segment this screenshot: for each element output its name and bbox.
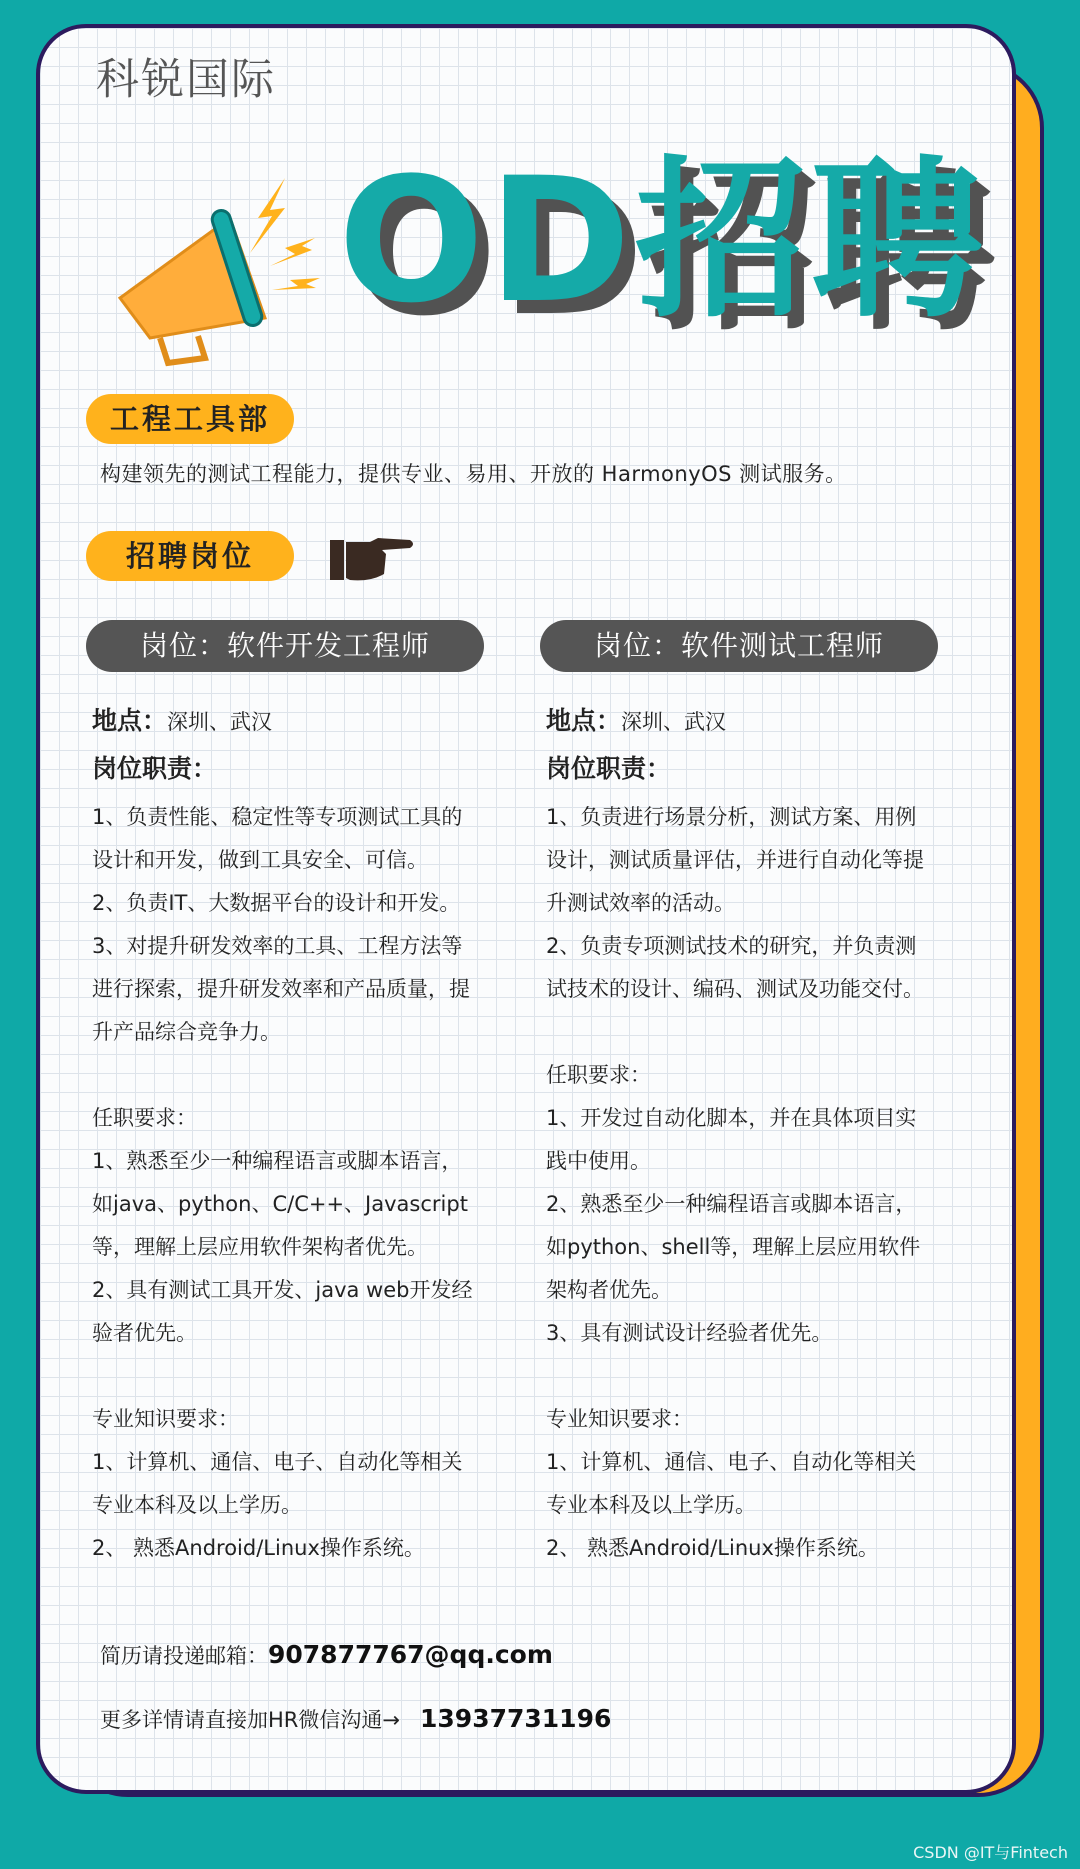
line [546, 1355, 986, 1398]
location-value: 深圳、武汉 [167, 710, 273, 734]
line: 试技术的设计、编码、测试及功能交付。 [546, 977, 924, 1001]
line: 1、计算机、通信、电子、自动化等相关 [92, 1450, 463, 1474]
wechat-row [100, 1704, 611, 1734]
description-lines [92, 796, 532, 1570]
line: 1、开发过自动化脚本，并在具体项目实 [546, 1106, 917, 1130]
email-label: 简历请投递邮箱： [100, 1644, 268, 1668]
line: 2、 熟悉Android/Linux操作系统。 [546, 1536, 879, 1560]
location-row [546, 700, 986, 742]
line: 专业知识要求： [546, 1407, 693, 1431]
column-test [546, 700, 986, 1570]
line: 架构者优先。 [546, 1278, 672, 1302]
line: 升测试效率的活动。 [546, 891, 735, 915]
line: 进行探索，提升研发效率和产品质量，提 [92, 977, 470, 1001]
line: 践中使用。 [546, 1149, 651, 1173]
line: 任职要求： [546, 1063, 651, 1087]
location-value: 深圳、武汉 [621, 710, 727, 734]
duties-title: 岗位职责： [92, 754, 218, 783]
line: 验者优先。 [92, 1321, 197, 1345]
line: 1、负责进行场景分析，测试方案、用例 [546, 805, 917, 829]
line: 3、具有测试设计经验者优先。 [546, 1321, 833, 1345]
line: 3、对提升研发效率的工具、工程方法等 [92, 934, 463, 958]
watermark: CSDN @IT与Fintech [913, 1843, 1068, 1862]
line [92, 1355, 532, 1398]
location-label: 地点： [546, 706, 622, 735]
line: 等，理解上层应用软件架构者优先。 [92, 1235, 428, 1259]
line: 专业本科及以上学历。 [546, 1493, 756, 1517]
line: 专业知识要求： [92, 1407, 239, 1431]
email-row [100, 1640, 553, 1670]
wechat-label: 更多详情请直接加HR微信沟通→ [100, 1708, 400, 1732]
line: 1、熟悉至少一种编程语言或脚本语言， [92, 1149, 463, 1173]
line: 如java、python、C/C++、Javascript [92, 1192, 468, 1216]
duties-title: 岗位职责： [546, 754, 672, 783]
line: 如python、shell等，理解上层应用软件 [546, 1235, 921, 1259]
line [92, 1054, 532, 1097]
pointing-hand-icon [330, 534, 416, 586]
column-dev [92, 700, 532, 1570]
line: 设计，测试质量评估，并进行自动化等提 [546, 848, 924, 872]
position-title-dev: 岗位：软件开发工程师 [86, 620, 484, 672]
line: 2、熟悉至少一种编程语言或脚本语言， [546, 1192, 917, 1216]
location-row [92, 700, 532, 742]
company-name: 科锐国际 [96, 55, 276, 105]
positions-pill: 招聘岗位 [86, 531, 294, 581]
line: 2、 熟悉Android/Linux操作系统。 [92, 1536, 425, 1560]
line [546, 1011, 986, 1054]
description-lines [546, 796, 986, 1570]
department-pill: 工程工具部 [86, 394, 294, 444]
position-title-test: 岗位：软件测试工程师 [540, 620, 938, 672]
line: 任职要求： [92, 1106, 197, 1130]
line: 1、计算机、通信、电子、自动化等相关 [546, 1450, 917, 1474]
headline-title: OD招聘 [338, 140, 987, 341]
location-label: 地点： [92, 706, 168, 735]
email-address[interactable]: 907877767@qq.com [268, 1640, 553, 1669]
department-description: 构建领先的测试工程能力，提供专业、易用、开放的 HarmonyOS 测试服务。 [100, 462, 847, 486]
line: 2、具有测试工具开发、java web开发经 [92, 1278, 473, 1302]
line: 专业本科及以上学历。 [92, 1493, 302, 1517]
poster-card [36, 24, 1016, 1794]
wechat-number[interactable]: 13937731196 [420, 1704, 612, 1733]
line: 升产品综合竞争力。 [92, 1020, 281, 1044]
line: 1、负责性能、稳定性等专项测试工具的 [92, 805, 463, 829]
line: 2、负责IT、大数据平台的设计和开发。 [92, 891, 461, 915]
megaphone-icon [80, 148, 380, 378]
line: 设计和开发，做到工具安全、可信。 [92, 848, 428, 872]
line: 2、负责专项测试技术的研究，并负责测 [546, 934, 917, 958]
